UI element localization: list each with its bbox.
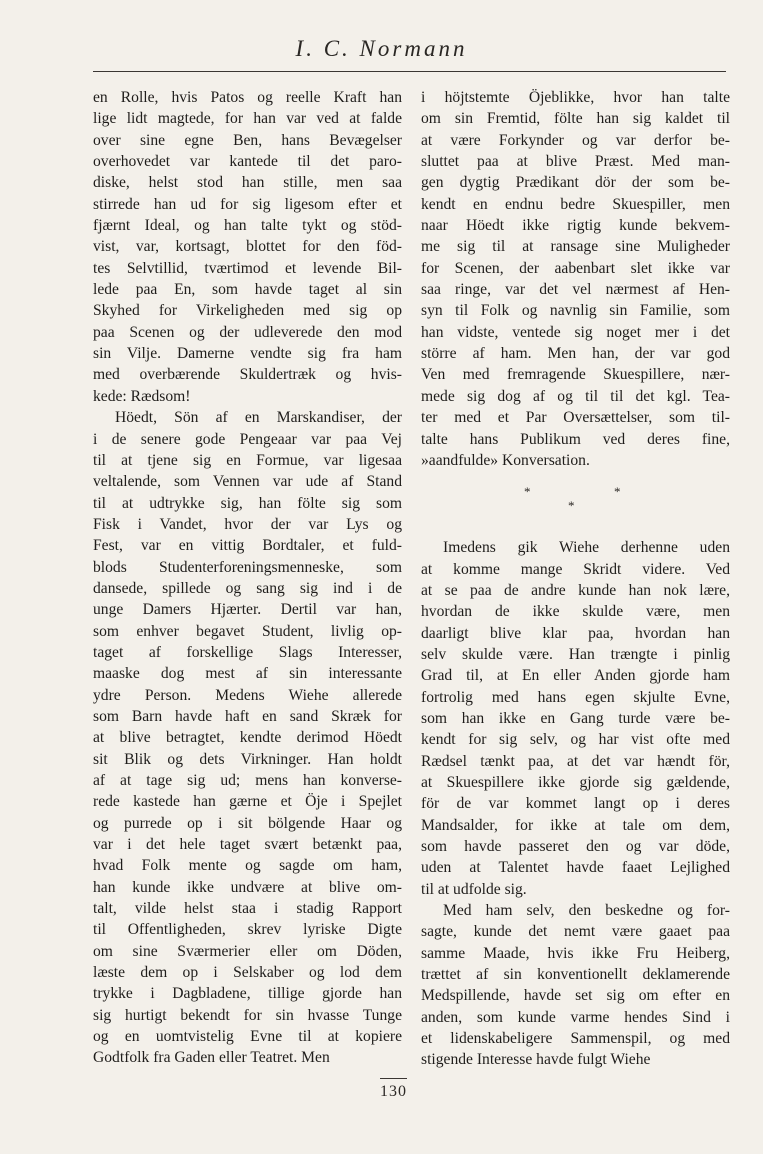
text-line: hvordan de ikke skulde være, men (421, 603, 730, 621)
running-head: I. C. Normann (295, 36, 468, 61)
text-line: Skyhed for Virkeligheden med sig op (93, 302, 402, 320)
text-line: syn til Folk og navnlig sin Familie, som (421, 302, 730, 320)
text-line: over sine egne Ben, hans Bevægelser (93, 131, 402, 149)
text-line: unge Damers Hjærter. Dertil var han, (93, 601, 402, 619)
text-line: sin Vilje. Damerne vendte sig fra ham (93, 345, 402, 363)
text-line: med overbærende Skuldertræk og hvis- (93, 366, 402, 384)
text-line: maaske dog mest af sin interessante (93, 665, 402, 683)
text-line: Fisk i Vandet, hvor der var Lys og (93, 515, 402, 533)
text-line: var i det hele taget svært betænkt paa, (93, 836, 402, 854)
text-line: stirrede han ud for sig ligesom efter et (93, 195, 402, 213)
text-line: me sig til at ransage sine Muligheder (421, 238, 730, 256)
text-line: Rædsel tænkt paa, at det var hændt för, (421, 752, 730, 770)
header-rule (93, 71, 726, 72)
text-line: diske, helst stod han stille, men saa (93, 174, 402, 192)
text-line: taget af forskellige Slags Interesser, (93, 643, 402, 661)
text-line: for Scenen, der aabenbart slet ikke var (421, 259, 730, 277)
text-line: rede kastede han gærne et Öje i Spejlet (93, 793, 402, 811)
text-line: i höjtstemte Öjeblikke, hvor han talte (421, 89, 730, 106)
text-line: Godtfolk fra Gaden eller Teatret. Men (93, 1049, 330, 1067)
text-line: om sin Fremtid, fölte han sig kaldet til (421, 110, 730, 128)
text-line: Mandsalder, for ikke at tale om dem, (421, 816, 730, 834)
text-line: Fest, var en vittig Bordtaler, et fuld- (93, 537, 402, 555)
left-column (93, 87, 402, 1069)
text-line: og en uomtvistelig Evne til at kopiere (93, 1028, 402, 1046)
text-line: et lidenskabeligere Sammenspil, og med (421, 1030, 730, 1048)
text-line: gen dygtig Prædikant dör der som be- (421, 174, 730, 192)
text-line: dansede, spillede og sang sig ind i de (93, 579, 402, 597)
text-line: Med ham selv, den beskedne og for- (443, 902, 730, 920)
text-line: han kunde ikke undvære at blive om- (93, 878, 402, 896)
text-line: paa Scenen og der udleverede den mod (93, 323, 402, 341)
text-line: samme Maade, hvis ikke Fru Heiberg, (421, 944, 730, 962)
text-line: vist, var, kortsagt, blottet for den föd- (93, 238, 402, 256)
text-line: til at udfolde sig. (421, 880, 527, 898)
text-line: en Rolle, hvis Patos og reelle Kraft han (93, 89, 402, 106)
text-line: Imedens gik Wiehe derhenne uden (443, 539, 730, 557)
text-line: Grad til, at En eller Anden gjorde ham (421, 667, 730, 685)
text-line: at komme mange Skridt videre. Ved (421, 560, 730, 578)
text-line: at være Forkynder og var derfor be- (421, 131, 730, 149)
text-line: til Offentligheden, skrev lyriske Digte (93, 921, 402, 939)
section-break-star: * (524, 484, 531, 500)
text-line: Medspillende, havde set sig om efter en (421, 987, 730, 1005)
text-line: Höedt, Sön af en Marskandiser, der (115, 409, 402, 427)
text-line: trættet af sin konventionellt deklamerende (421, 966, 730, 984)
text-line: tes Selvtillid, tværtimod et levende Bil- (93, 259, 402, 277)
text-line: större af ham. Men han, der var god (421, 345, 730, 363)
text-line: lige lidt magtede, for han var ved at falde (93, 110, 402, 128)
text-line: om sine Sværmerier eller om Döden, (93, 942, 402, 960)
section-break (421, 481, 730, 523)
text-line: han vidste, ventede sig noget mer i det (421, 323, 730, 341)
text-line: blods Studenterforeningsmenneske, som (93, 558, 402, 576)
text-line: læste dem op i Selskaber og lod dem (93, 964, 402, 982)
text-line: som han ikke en Gang turde være be- (421, 709, 730, 727)
text-line: selv skulde være. Han trængte i pinlig (421, 645, 730, 663)
text-line: hvad Folk mente og sagde om ham, (93, 857, 402, 875)
text-line: at se paa de andre kunde han nok lære, (421, 581, 730, 599)
text-line: overhovedet var kantede til det paro- (93, 153, 402, 171)
text-line: kendt for sig selv, og har vist ofte med (421, 731, 730, 749)
section-break-star: * (568, 498, 575, 514)
text-line: stigende Interesse havde fulgt Wiehe (421, 1051, 651, 1069)
text-line: daarligt blive klar paa, hvordan han (421, 624, 730, 642)
text-line: sluttet paa at blive Præst. Med man- (421, 153, 730, 171)
text-line: som havde passeret den og var döde, (421, 838, 730, 855)
text-line: sagte, kunde det nemt være gaaet paa (421, 923, 730, 941)
text-line: ter med et Par Oversættelser, som til- (421, 409, 730, 427)
text-line: til at tjene sig en Formue, var ligesaa (93, 451, 402, 469)
text-line: trykke i Dagbladene, tillige gjorde han (93, 985, 402, 1003)
text-line: veltalende, som Vennen var ude af Stand (93, 473, 402, 491)
text-line: kendt en endnu bedre Skuespiller, men (421, 195, 730, 213)
text-line: til at udtrykke sig, han fölte sig som (93, 494, 402, 512)
text-line: Ven med fremragende Skuespillere, nær- (421, 366, 730, 384)
text-line: naar Höedt ikke rigtig kunde bekvem- (421, 217, 730, 235)
right-column (421, 87, 730, 1071)
text-line: lede paa En, som havde taget al sin (93, 281, 402, 299)
text-line: »aandfulde» Konversation. (421, 451, 590, 469)
text-line: saa ringe, var det vel nærmest af Hen- (421, 281, 730, 299)
text-line: uden at Talentet havde faaet Lejlighed (421, 859, 730, 877)
page-number: 130 (380, 1078, 407, 1101)
text-line: för de var kommet langt op i deres (421, 795, 730, 813)
text-line: at blive betragtet, kendte derimod Höedt (93, 729, 402, 747)
text-line: at Skuespillere ikke gjorde sig gældende, (421, 773, 730, 791)
text-line: fortrolig med hans egen skjulte Evne, (421, 688, 730, 706)
text-line: af at tage sig ud; mens han konverse- (93, 772, 402, 789)
text-line: fjærnt Ideal, og han talte tykt og stöd- (93, 217, 402, 235)
text-line: kede: Rædsom! (93, 387, 191, 405)
text-line: og purrede op i sit bölgende Haar og (93, 814, 402, 832)
text-line: som Barn havde haft en sand Skræk for (93, 707, 402, 725)
right-column-bottom (421, 537, 730, 1071)
text-line: anden, som kunde varme hendes Sind i (421, 1008, 730, 1026)
right-column-top (421, 87, 730, 471)
section-break-star: * (614, 484, 621, 500)
text-line: talte hans Publikum ved deres fine, (421, 430, 730, 448)
text-line: i de senere gode Pengeaar var paa Vej (93, 430, 402, 448)
text-line: sig hurtigt bekendt for sin hvasse Tunge (93, 1006, 402, 1024)
text-line: talt, vilde helst staa i stadig Rapport (93, 900, 402, 918)
text-line: mede sig dog af og til til det kgl. Tea- (421, 387, 730, 405)
text-line: som enhver begavet Student, livlig op- (93, 622, 402, 640)
text-line: sit Blik og dets Virkninger. Han holdt (93, 750, 402, 768)
text-line: ydre Person. Medens Wiehe allerede (93, 686, 402, 704)
